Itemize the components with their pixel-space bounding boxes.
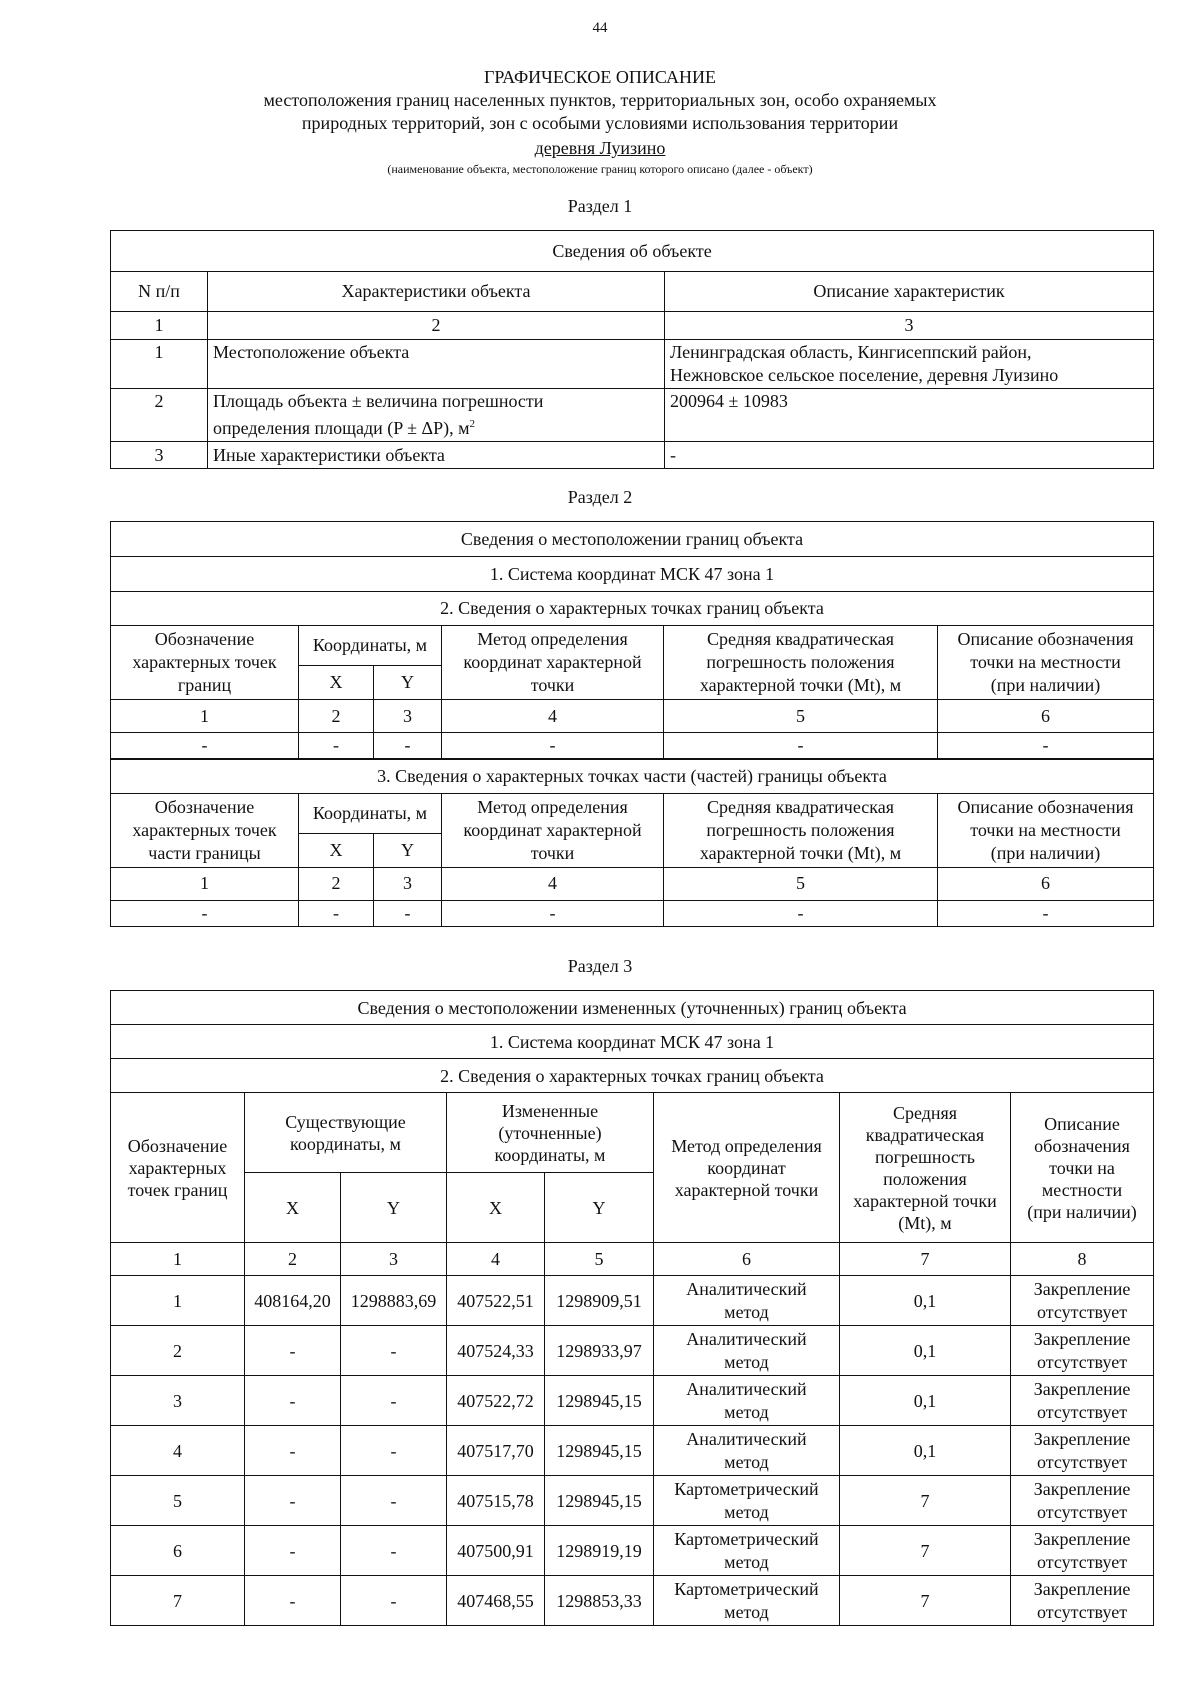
point-description-cell	[1011, 1476, 1154, 1526]
existing-y: -	[341, 1526, 447, 1576]
description-line: Закрепление	[1033, 1278, 1131, 1299]
header-line: (уточненные)	[498, 1122, 602, 1143]
header-line: координат характерной	[463, 652, 642, 672]
header-designation	[111, 1093, 245, 1243]
header-characteristics: Характеристики объекта	[208, 272, 665, 312]
method-cell	[654, 1426, 840, 1476]
method-cell	[654, 1476, 840, 1526]
parts-caption: 3. Сведения о характерных точках части (частей) границы объекта	[111, 759, 1154, 793]
method-line: метод	[724, 1501, 769, 1522]
coordinate-system: 1. Система координат МСК 47 зона 1	[111, 1025, 1154, 1059]
header-line: характерной точки	[674, 1179, 819, 1200]
mt-cell: 7	[840, 1576, 1011, 1626]
column-number: 1	[111, 1243, 245, 1276]
header-line: местности	[1041, 1179, 1123, 1200]
existing-x: -	[245, 1426, 341, 1476]
document-subtitle-line-2: природных территорий, зон с особыми условиями использования территории	[301, 113, 899, 133]
changed-y: 1298933,97	[545, 1326, 654, 1376]
description-line: отсутствует	[1037, 1501, 1128, 1522]
column-number: 8	[1011, 1243, 1154, 1276]
table-row	[111, 340, 1154, 389]
header-line: координаты, м	[290, 1133, 401, 1154]
method-cell	[654, 1526, 840, 1576]
changed-x: 407522,72	[447, 1376, 545, 1426]
header-line: точек границ	[127, 1179, 228, 1200]
empty-cell: -	[374, 900, 442, 926]
existing-y: -	[341, 1376, 447, 1426]
header-line: характерной точки (Mt), м	[699, 675, 902, 695]
header-coordinates: Координаты, м	[299, 793, 442, 833]
column-number: 4	[442, 867, 664, 900]
description-line: Закрепление	[1033, 1478, 1131, 1499]
method-cell	[654, 1576, 840, 1626]
method-line: Аналитический	[686, 1278, 807, 1299]
description-cell: -	[665, 442, 1154, 469]
description-cell: 200964 ± 10983	[665, 389, 1154, 442]
header-y: Y	[374, 666, 442, 700]
row-number: 1	[111, 340, 208, 389]
point-description-cell	[1011, 1326, 1154, 1376]
header-line: Средняя квадратическая	[706, 629, 894, 649]
column-number: 6	[654, 1243, 840, 1276]
header-x: X	[299, 833, 374, 867]
method-line: Картометрический	[674, 1578, 819, 1599]
header-line: положения	[883, 1168, 967, 1189]
description-line: Закрепление	[1033, 1578, 1131, 1599]
header-line: точки на местности	[970, 652, 1121, 672]
header-error	[664, 793, 938, 867]
column-number: 6	[938, 867, 1154, 900]
header-existing-coordinates	[245, 1093, 447, 1173]
changed-y: 1298919,19	[545, 1526, 654, 1576]
header-line: характерных точек	[132, 819, 277, 840]
description-line: Ленинградская область, Кингисеппский район,	[670, 342, 1032, 362]
header-line: (при наличии)	[990, 675, 1101, 695]
point-description-cell	[1011, 1276, 1154, 1326]
point-number: 4	[111, 1426, 245, 1476]
header-number: N п/п	[111, 272, 208, 312]
section-2-label: Раздел 2	[567, 487, 633, 507]
header-line: координат характерной	[463, 819, 642, 840]
method-line: метод	[724, 1301, 769, 1322]
column-number: 3	[374, 867, 442, 900]
header-y: Y	[374, 833, 442, 867]
header-changed-y: Y	[545, 1173, 654, 1243]
header-changed-x: X	[447, 1173, 545, 1243]
method-line: Аналитический	[686, 1428, 807, 1449]
existing-y: -	[341, 1326, 447, 1376]
header-line: (при наличии)	[1027, 1201, 1137, 1222]
method-line: Картометрический	[674, 1478, 819, 1499]
changed-x: 407500,91	[447, 1526, 545, 1576]
description-line: отсутствует	[1037, 1351, 1128, 1372]
column-number: 3	[374, 700, 442, 733]
mt-cell: 0,1	[840, 1276, 1011, 1326]
empty-cell: -	[374, 733, 442, 760]
section-1-caption: Сведения об объекте	[111, 231, 1154, 272]
column-number: 4	[442, 700, 664, 733]
column-number: 5	[664, 867, 938, 900]
column-number: 1	[111, 867, 299, 900]
description-line: отсутствует	[1037, 1301, 1128, 1322]
points-caption: 2. Сведения о характерных точках границ объекта	[111, 592, 1154, 626]
characteristic-line	[213, 413, 659, 440]
header-changed-coordinates	[447, 1093, 654, 1173]
table-row	[111, 1376, 1154, 1426]
table-row	[111, 900, 1154, 926]
section-3-caption: Сведения о местоположении измененных (уточненных) границ объекта	[111, 991, 1154, 1025]
header-line: Средняя	[892, 1102, 958, 1123]
column-number: 6	[938, 700, 1154, 733]
characteristic-line-text: определения площади (P ± ΔP), м	[213, 418, 470, 438]
method-cell	[654, 1376, 840, 1426]
table-row	[111, 733, 1154, 760]
changed-x: 407524,33	[447, 1326, 545, 1376]
column-number: 5	[664, 700, 938, 733]
header-line: координат	[707, 1157, 786, 1178]
document-heading	[0, 66, 1200, 178]
mt-cell: 0,1	[840, 1426, 1011, 1476]
column-number: 2	[299, 700, 374, 733]
existing-x: -	[245, 1526, 341, 1576]
existing-x: -	[245, 1476, 341, 1526]
characteristic-cell	[208, 389, 665, 442]
empty-cell: -	[299, 733, 374, 760]
section-2-caption: Сведения о местоположении границ объекта	[111, 522, 1154, 557]
column-number: 3	[341, 1243, 447, 1276]
row-number: 3	[111, 442, 208, 469]
header-designation	[111, 626, 299, 700]
method-cell	[654, 1276, 840, 1326]
mt-cell: 0,1	[840, 1376, 1011, 1426]
header-point-description	[938, 793, 1154, 867]
existing-y: -	[341, 1426, 447, 1476]
existing-y: -	[341, 1576, 447, 1626]
point-number: 1	[111, 1276, 245, 1326]
header-description: Описание характеристик	[665, 272, 1154, 312]
header-line: характерной точки (Mt), м	[699, 842, 902, 863]
characteristic-line: Площадь объекта ± величина погрешности	[213, 391, 544, 411]
section-3-table	[110, 990, 1154, 1626]
header-line: Измененные	[501, 1100, 599, 1121]
mt-cell: 7	[840, 1476, 1011, 1526]
column-number: 7	[840, 1243, 1011, 1276]
changed-x: 407517,70	[447, 1426, 545, 1476]
point-description-cell	[1011, 1376, 1154, 1426]
header-existing-x: X	[245, 1173, 341, 1243]
header-error	[664, 626, 938, 700]
method-line: Аналитический	[686, 1328, 807, 1349]
header-line: характерной точки	[853, 1190, 997, 1211]
header-error	[840, 1093, 1011, 1243]
mt-cell: 0,1	[840, 1326, 1011, 1376]
header-line: Обозначение	[154, 629, 255, 649]
point-number: 2	[111, 1326, 245, 1376]
section-3-label: Раздел 3	[567, 956, 633, 976]
description-cell	[665, 340, 1154, 389]
table-row	[111, 1276, 1154, 1326]
changed-y: 1298909,51	[545, 1276, 654, 1326]
column-number: 5	[545, 1243, 654, 1276]
empty-cell: -	[664, 733, 938, 760]
existing-x: -	[245, 1376, 341, 1426]
table-row	[111, 1426, 1154, 1476]
header-x: X	[299, 666, 374, 700]
changed-x: 407522,51	[447, 1276, 545, 1326]
document-subtitle-line-1: местоположения границ населенных пунктов, территориальных зон, особо охраняемых	[263, 90, 937, 110]
header-coordinates: Координаты, м	[299, 626, 442, 666]
page-number: 44	[592, 20, 608, 36]
empty-cell: -	[442, 733, 664, 760]
header-line: квадратическая	[865, 1124, 985, 1145]
description-line: Закрепление	[1033, 1328, 1131, 1349]
method-line: метод	[724, 1401, 769, 1422]
header-line: погрешность положения	[706, 819, 895, 840]
description-line: отсутствует	[1037, 1451, 1128, 1472]
characteristic-cell: Местоположение объекта	[208, 340, 665, 389]
header-line: погрешность	[874, 1146, 975, 1167]
method-line: Картометрический	[674, 1528, 819, 1549]
empty-cell: -	[299, 900, 374, 926]
header-line: (Mt), м	[898, 1212, 952, 1233]
empty-cell: -	[111, 733, 299, 760]
header-line: Метод определения	[477, 629, 628, 649]
empty-cell: -	[111, 900, 299, 926]
method-line: метод	[724, 1551, 769, 1572]
header-line: Описание обозначения	[957, 629, 1134, 649]
empty-cell: -	[938, 900, 1154, 926]
header-line: части границы	[148, 842, 261, 863]
header-line: точки	[530, 675, 575, 695]
point-number: 3	[111, 1376, 245, 1426]
header-line: Метод определения	[671, 1135, 822, 1156]
point-description-cell	[1011, 1576, 1154, 1626]
description-line: Закрепление	[1033, 1378, 1131, 1399]
existing-x: -	[245, 1576, 341, 1626]
existing-y: -	[341, 1476, 447, 1526]
header-line: точки	[530, 842, 575, 863]
point-number: 5	[111, 1476, 245, 1526]
method-line: метод	[724, 1451, 769, 1472]
empty-cell: -	[442, 900, 664, 926]
method-line: Аналитический	[686, 1378, 807, 1399]
description-line: Нежновское сельское поселение, деревня Луизино	[670, 365, 1059, 385]
header-point-description	[938, 626, 1154, 700]
description-line: отсутствует	[1037, 1551, 1128, 1572]
row-number: 2	[111, 389, 208, 442]
header-line: погрешность положения	[706, 652, 895, 672]
header-existing-y: Y	[341, 1173, 447, 1243]
section-1-table	[110, 230, 1154, 469]
header-line: границ	[177, 675, 232, 695]
description-line: отсутствует	[1037, 1401, 1128, 1422]
table-row	[111, 1476, 1154, 1526]
header-line: Средняя квадратическая	[706, 796, 894, 817]
method-line: метод	[724, 1351, 769, 1372]
column-number: 4	[447, 1243, 545, 1276]
characteristic-cell: Иные характеристики объекта	[208, 442, 665, 469]
header-line: характерных	[128, 1157, 227, 1178]
header-line: (при наличии)	[990, 842, 1101, 863]
table-row	[111, 389, 1154, 442]
header-line: Обозначение	[127, 1135, 228, 1156]
table-row	[111, 1576, 1154, 1626]
existing-x: 408164,20	[245, 1276, 341, 1326]
method-cell	[654, 1326, 840, 1376]
unit-superscript: 2	[469, 418, 475, 430]
point-description-cell	[1011, 1426, 1154, 1476]
header-line: Существующие	[285, 1111, 406, 1132]
changed-x: 407515,78	[447, 1476, 545, 1526]
point-number: 6	[111, 1526, 245, 1576]
object-name-note: (наименование объекта, местоположение границ которого описано (далее - объект)	[387, 162, 813, 176]
changed-y: 1298945,15	[545, 1426, 654, 1476]
header-method	[442, 626, 664, 700]
coordinate-system: 1. Система координат МСК 47 зона 1	[111, 557, 1154, 592]
header-method	[442, 793, 664, 867]
header-line: координаты, м	[494, 1144, 606, 1165]
header-line: характерных точек	[132, 652, 277, 672]
header-line: точки на	[1049, 1157, 1115, 1178]
existing-x: -	[245, 1326, 341, 1376]
points-caption: 2. Сведения о характерных точках границ объекта	[111, 1059, 1154, 1093]
description-line: Закрепление	[1033, 1428, 1131, 1449]
empty-cell: -	[664, 900, 938, 926]
header-line: Обозначение	[154, 796, 255, 817]
description-line: Закрепление	[1033, 1528, 1131, 1549]
method-line: метод	[724, 1601, 769, 1622]
table-row	[111, 442, 1154, 469]
section-2-table	[110, 521, 1154, 927]
mt-cell: 7	[840, 1526, 1011, 1576]
header-line: Описание	[1044, 1113, 1120, 1134]
point-number: 7	[111, 1576, 245, 1626]
document-title: ГРАФИЧЕСКОЕ ОПИСАНИЕ	[483, 67, 717, 87]
header-method	[654, 1093, 840, 1243]
header-line: обозначения	[1034, 1135, 1130, 1156]
column-number: 1	[111, 312, 208, 340]
column-number: 2	[208, 312, 665, 340]
empty-cell: -	[938, 733, 1154, 760]
header-line: Метод определения	[477, 796, 628, 817]
changed-y: 1298945,15	[545, 1476, 654, 1526]
header-line: Описание обозначения	[957, 796, 1134, 817]
changed-y: 1298853,33	[545, 1576, 654, 1626]
column-number: 2	[245, 1243, 341, 1276]
point-description-cell	[1011, 1526, 1154, 1576]
section-1-label: Раздел 1	[567, 196, 633, 216]
header-designation-parts	[111, 793, 299, 867]
description-line: отсутствует	[1037, 1601, 1128, 1622]
object-name: деревня Луизино	[534, 138, 666, 158]
column-number: 2	[299, 867, 374, 900]
header-point-description	[1011, 1093, 1154, 1243]
column-number: 3	[665, 312, 1154, 340]
changed-y: 1298945,15	[545, 1376, 654, 1426]
table-row	[111, 1526, 1154, 1576]
table-row	[111, 1326, 1154, 1376]
column-number: 1	[111, 700, 299, 733]
existing-y: 1298883,69	[341, 1276, 447, 1326]
changed-x: 407468,55	[447, 1576, 545, 1626]
header-line: точки на местности	[970, 819, 1121, 840]
